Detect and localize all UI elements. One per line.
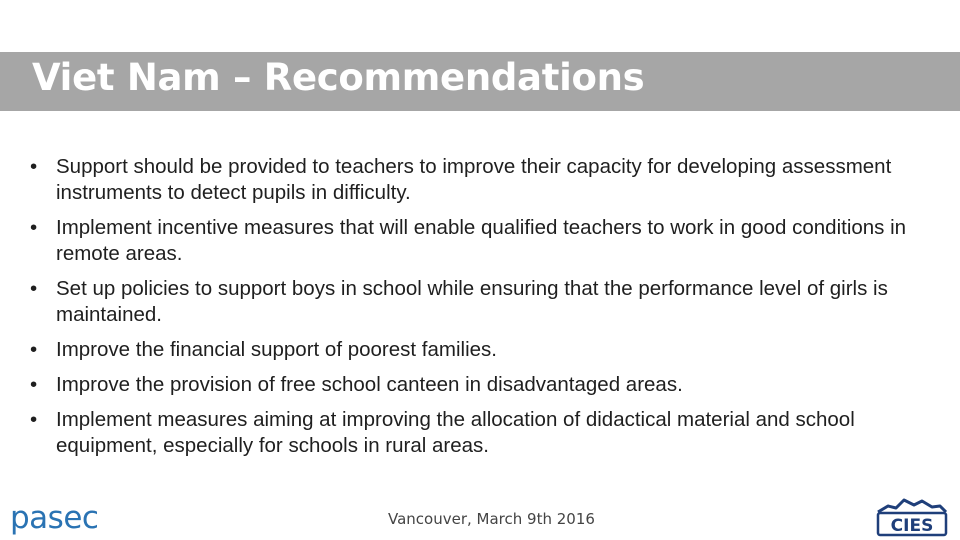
bullet-text: Set up policies to support boys in school while ensuring that the performance level of girls is maintained. <box>56 277 888 326</box>
bullet-item <box>30 407 910 459</box>
bullet-text: Implement measures aiming at improving the allocation of didactical material and school equipment, especially for schools in rural areas. <box>56 408 855 457</box>
bullet-item <box>30 372 910 398</box>
title-bar <box>0 52 960 111</box>
bullet-icon: • <box>30 408 38 431</box>
bullet-icon: • <box>30 216 38 239</box>
bullet-text: Implement incentive measures that will enable qualified teachers to work in good conditions in remote areas. <box>56 216 907 265</box>
cies-logo-text: CIES <box>890 516 934 536</box>
bullet-item <box>30 154 910 206</box>
bullet-item <box>30 337 910 363</box>
bullet-icon: • <box>30 338 38 361</box>
bullet-list <box>30 154 910 468</box>
bullet-text: Improve the financial support of poorest families. <box>56 338 497 361</box>
footer-date: Vancouver, March 9th 2016 <box>388 510 595 528</box>
pasec-logo: pasec <box>10 500 99 536</box>
bullet-item <box>30 276 910 328</box>
bullet-text: Improve the provision of free school canteen in disadvantaged areas. <box>56 373 683 396</box>
slide-title: Viet Nam – Recommendations <box>32 56 645 99</box>
cies-logo <box>874 496 950 538</box>
bullet-text: Support should be provided to teachers to improve their capacity for developing assessment instruments to detect pupils in difficulty. <box>56 155 892 204</box>
bullet-item <box>30 215 910 267</box>
bullet-icon: • <box>30 155 38 178</box>
bullet-icon: • <box>30 277 38 300</box>
bullet-icon: • <box>30 373 38 396</box>
